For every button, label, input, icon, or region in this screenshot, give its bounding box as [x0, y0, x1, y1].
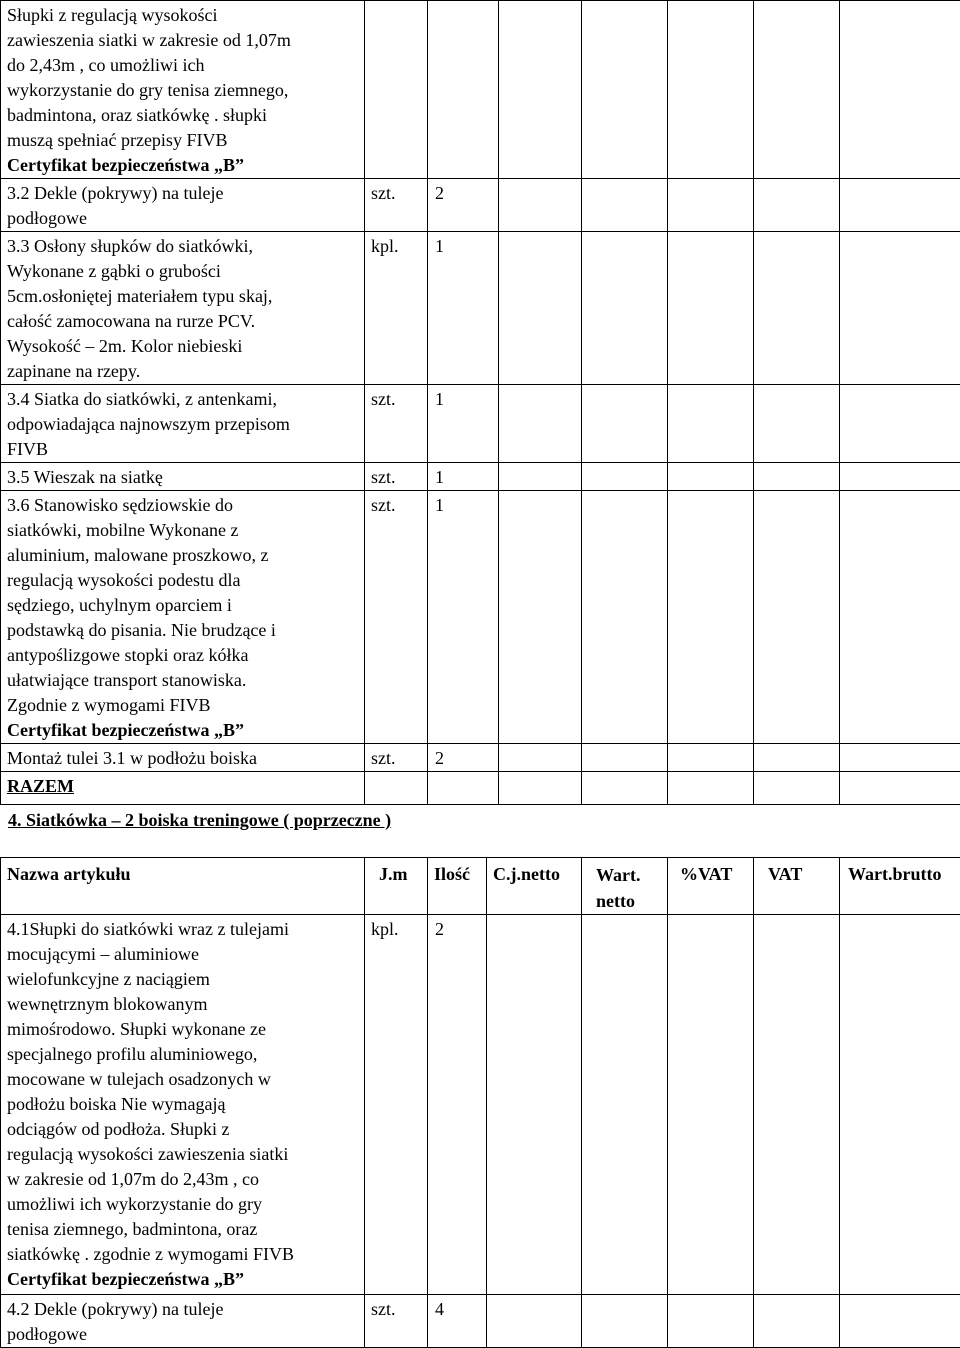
- description-line: 3.3 Osłony słupków do siatkówki,: [7, 234, 364, 259]
- unit-cell: szt.: [365, 1295, 428, 1348]
- empty-cell: [582, 179, 668, 232]
- empty-cell: [499, 463, 582, 491]
- description-line: specjalnego profilu aluminiowego,: [7, 1042, 364, 1067]
- empty-cell: [668, 232, 754, 385]
- header-vat: VAT: [754, 858, 840, 915]
- empty-cell: [754, 179, 840, 232]
- quantity-cell: 1: [428, 232, 499, 385]
- description-line: regulacją wysokości podestu dla: [7, 568, 364, 593]
- empty-cell: [840, 1, 960, 179]
- header-unit: J.m: [365, 858, 428, 915]
- empty-cell: [840, 232, 960, 385]
- description-line: wewnętrznym blokowanym: [7, 992, 364, 1017]
- description-line: Wykonane z gąbki o grubości: [7, 259, 364, 284]
- description-line: odpowiadająca najnowszym przepisom: [7, 412, 364, 437]
- empty-cell: [668, 463, 754, 491]
- description-line: 3.2 Dekle (pokrywy) na tuleje: [7, 181, 364, 206]
- empty-cell: [840, 1295, 960, 1348]
- empty-cell: [754, 744, 840, 772]
- description-line: 4.2 Dekle (pokrywy) na tuleje: [7, 1297, 364, 1322]
- description-line: całość zamocowana na rurze PCV.: [7, 309, 364, 334]
- empty-cell: [754, 1295, 840, 1348]
- item-description: [1, 744, 365, 772]
- description-line: wielofunkcyjne z naciągiem: [7, 967, 364, 992]
- description-line: podłogowe: [7, 1322, 364, 1347]
- item-description: [1, 385, 365, 463]
- description-line: podłożu boiska Nie wymagają: [7, 1092, 364, 1117]
- table-row: [1, 385, 960, 463]
- empty-cell: [499, 772, 582, 805]
- empty-cell: [754, 232, 840, 385]
- header-name: Nazwa artykułu: [1, 858, 365, 915]
- empty-cell: [840, 491, 960, 744]
- header-vat-rate: %VAT: [668, 858, 754, 915]
- description-line: tenisa ziemnego, badmintona, oraz: [7, 1217, 364, 1242]
- table-row: [1, 744, 960, 772]
- description-line: 3.4 Siatka do siatkówki, z antenkami,: [7, 387, 364, 412]
- empty-cell: [499, 1, 582, 179]
- description-line: Słupki z regulacją wysokości: [7, 3, 364, 28]
- certificate-label: Certyfikat bezpieczeństwa „B”: [7, 1267, 364, 1292]
- empty-cell: [754, 915, 840, 1295]
- empty-cell: [582, 463, 668, 491]
- certificate-label: Certyfikat bezpieczeństwa „B”: [7, 718, 364, 743]
- quantity-cell: 4: [428, 1295, 487, 1348]
- unit-cell: kpl.: [365, 232, 428, 385]
- certificate-label: Certyfikat bezpieczeństwa „B”: [7, 153, 364, 178]
- description-line: w zakresie od 1,07m do 2,43m , co: [7, 1167, 364, 1192]
- empty-cell: [499, 385, 582, 463]
- header-unit-price: C.j.netto: [487, 858, 582, 915]
- item-description: [1, 915, 365, 1295]
- description-line: podłogowe: [7, 206, 364, 231]
- description-line: umożliwi ich wykorzystanie do gry: [7, 1192, 364, 1217]
- table-row: [1, 772, 960, 805]
- header-net-value-line2: netto: [596, 888, 667, 914]
- description-line: 3.5 Wieszak na siatkę: [7, 465, 364, 490]
- quantity-cell: 2: [428, 744, 499, 772]
- empty-cell: [668, 491, 754, 744]
- item-description: [1, 463, 365, 491]
- description-line: badmintona, oraz siatkówkę . słupki: [7, 103, 364, 128]
- description-line: wykorzystanie do gry tenisa ziemnego,: [7, 78, 364, 103]
- unit-cell: szt.: [365, 491, 428, 744]
- table-row: [1, 463, 960, 491]
- empty-cell: [668, 744, 754, 772]
- empty-cell: [582, 1295, 668, 1348]
- empty-cell: [754, 385, 840, 463]
- item-description: [1, 1, 365, 179]
- description-line: mocującymi – aluminiowe: [7, 942, 364, 967]
- quantity-cell: 1: [428, 491, 499, 744]
- table-row: [1, 915, 960, 1295]
- header-qty: Ilość: [428, 858, 487, 915]
- table-header-row: [1, 858, 960, 915]
- header-net-value-line1: Wart.: [596, 862, 667, 888]
- description-line: do 2,43m , co umożliwi ich: [7, 53, 364, 78]
- empty-cell: [754, 491, 840, 744]
- table-row: [1, 1, 960, 179]
- empty-cell: [840, 179, 960, 232]
- description-line: zawieszenia siatki w zakresie od 1,07m: [7, 28, 364, 53]
- table-row: [1, 232, 960, 385]
- item-description: [1, 1295, 365, 1348]
- empty-cell: [582, 491, 668, 744]
- empty-cell: [582, 744, 668, 772]
- description-line: siatkówkę . zgodnie z wymogami FIVB: [7, 1242, 364, 1267]
- description-line: siatkówki, mobilne Wykonane z: [7, 518, 364, 543]
- empty-cell: [499, 179, 582, 232]
- empty-cell: [668, 1295, 754, 1348]
- empty-cell: [840, 385, 960, 463]
- header-net-value: [582, 858, 668, 915]
- description-line: muszą spełniać przepisy FIVB: [7, 128, 364, 153]
- description-line: aluminium, malowane proszkowo, z: [7, 543, 364, 568]
- empty-cell: [668, 772, 754, 805]
- description-line: mimośrodowo. Słupki wykonane ze: [7, 1017, 364, 1042]
- empty-cell: [582, 915, 668, 1295]
- unit-cell: [365, 772, 428, 805]
- table-row: [1, 491, 960, 744]
- quantity-cell: 1: [428, 463, 499, 491]
- total-label: RAZEM: [7, 774, 364, 799]
- description-line: ułatwiające transport stanowiska.: [7, 668, 364, 693]
- empty-cell: [582, 1, 668, 179]
- empty-cell: [668, 915, 754, 1295]
- table-row: [1, 179, 960, 232]
- empty-cell: [499, 491, 582, 744]
- empty-cell: [487, 915, 582, 1295]
- quantity-cell: 1: [428, 385, 499, 463]
- description-line: 5cm.osłoniętej materiałem typu skaj,: [7, 284, 364, 309]
- empty-cell: [668, 385, 754, 463]
- section-heading: 4. Siatkówka – 2 boiska treningowe ( poprzeczne ): [8, 810, 391, 831]
- empty-cell: [668, 1, 754, 179]
- description-line: mocowane w tulejach osadzonych w: [7, 1067, 364, 1092]
- unit-cell: szt.: [365, 385, 428, 463]
- item-description: [1, 491, 365, 744]
- empty-cell: [582, 772, 668, 805]
- description-line: antypoślizgowe stopki oraz kółka: [7, 643, 364, 668]
- empty-cell: [582, 385, 668, 463]
- description-line: regulacją wysokości zawieszenia siatki: [7, 1142, 364, 1167]
- empty-cell: [499, 744, 582, 772]
- empty-cell: [754, 1, 840, 179]
- description-line: odciągów od podłoża. Słupki z: [7, 1117, 364, 1142]
- empty-cell: [582, 232, 668, 385]
- empty-cell: [754, 772, 840, 805]
- item-description: [1, 179, 365, 232]
- unit-cell: szt.: [365, 744, 428, 772]
- empty-cell: [668, 179, 754, 232]
- item-description: [1, 232, 365, 385]
- description-line: Zgodnie z wymogami FIVB: [7, 693, 364, 718]
- empty-cell: [754, 463, 840, 491]
- description-line: sędziego, uchylnym oparciem i: [7, 593, 364, 618]
- unit-cell: szt.: [365, 463, 428, 491]
- table-row: [1, 1295, 960, 1348]
- unit-cell: szt.: [365, 179, 428, 232]
- empty-cell: [840, 463, 960, 491]
- items-table-section-4: [0, 857, 960, 1348]
- description-line: 4.1Słupki do siatkówki wraz z tulejami: [7, 917, 364, 942]
- header-gross-value: Wart.brutto: [840, 858, 960, 915]
- description-line: FIVB: [7, 437, 364, 462]
- unit-cell: [365, 1, 428, 179]
- empty-cell: [840, 915, 960, 1295]
- quantity-cell: 2: [428, 179, 499, 232]
- quantity-cell: 2: [428, 915, 487, 1295]
- quantity-cell: [428, 772, 499, 805]
- empty-cell: [840, 772, 960, 805]
- empty-cell: [840, 744, 960, 772]
- empty-cell: [487, 1295, 582, 1348]
- description-line: Wysokość – 2m. Kolor niebieski: [7, 334, 364, 359]
- description-line: podstawką do pisania. Nie brudzące i: [7, 618, 364, 643]
- description-line: Montaż tulei 3.1 w podłożu boiska: [7, 746, 364, 771]
- item-description: [1, 772, 365, 805]
- unit-cell: kpl.: [365, 915, 428, 1295]
- description-line: 3.6 Stanowisko sędziowskie do: [7, 493, 364, 518]
- empty-cell: [499, 232, 582, 385]
- description-line: zapinane na rzepy.: [7, 359, 364, 384]
- quantity-cell: [428, 1, 499, 179]
